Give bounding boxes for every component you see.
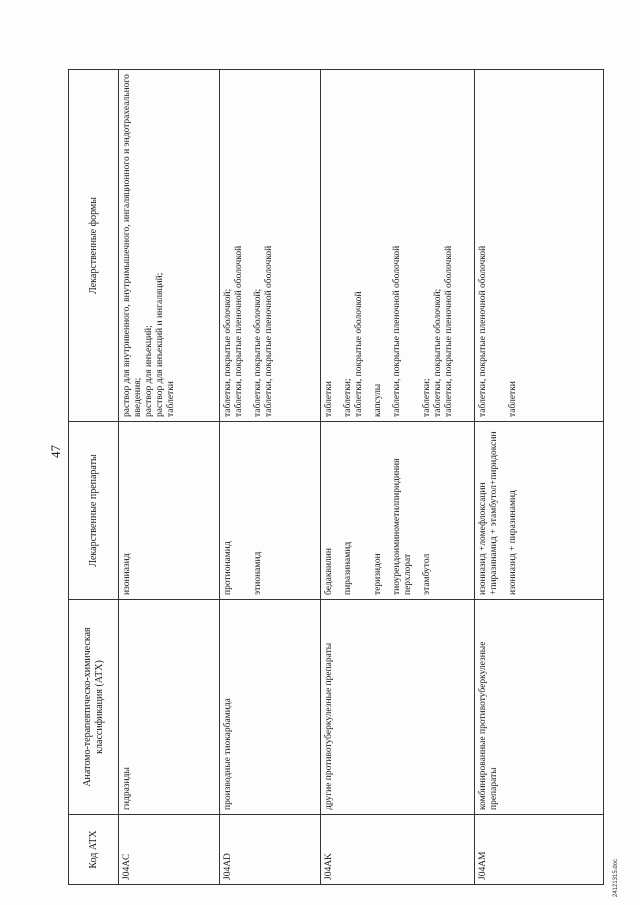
drug-forms — [478, 74, 500, 417]
atc-table — [68, 69, 604, 885]
header-drugs: Лекарственные препараты — [69, 422, 119, 600]
drug-name: изониазид +ломефлоксацин +пиразинамид + этамбутол+пиридоксин — [478, 431, 500, 595]
dosage-form: таблетки, покрытые оболочкой — [353, 291, 364, 417]
dosage-form: таблетки — [166, 381, 176, 417]
dosage-form: таблетки, покрытые оболочкой; — [252, 288, 263, 417]
drug-name: бедаквилин — [323, 548, 334, 595]
dosage-form: таблетки; — [421, 378, 432, 417]
table-body — [119, 70, 604, 885]
dosage-form: таблетки, покрытые оболочкой; — [432, 288, 443, 417]
table-row — [320, 70, 475, 885]
drug-cell — [320, 422, 475, 600]
drug-name: изониазид — [122, 553, 132, 595]
atc-code-cell: J04AC — [119, 815, 220, 885]
table-header-row — [69, 70, 119, 885]
drug-name: этамбутол — [421, 553, 432, 595]
drug-name: изониазид + пиразинамид — [508, 490, 519, 595]
header-code: Код АТХ — [69, 815, 119, 885]
drug-forms — [373, 74, 384, 417]
atc-code-cell: J04AK — [320, 815, 475, 885]
drug-name: протионамид — [222, 541, 233, 595]
dosage-form: таблетки, покрытые пленочной оболочкой — [233, 245, 244, 417]
dosage-form: таблетки, покрытые пленочной оболочкой — [391, 245, 402, 417]
forms-cell — [119, 70, 220, 422]
drug-forms — [223, 74, 245, 417]
drug-name: пиразинамид — [342, 541, 353, 595]
forms-cell — [219, 70, 320, 422]
dosage-form: таблетки, покрытые пленочной оболочкой — [263, 245, 274, 417]
header-class: Анатомо-терапевтическо-химическая классификация (АТХ) — [69, 600, 119, 815]
footer-filename: 24121315.doc — [613, 858, 619, 897]
drug-cell — [119, 422, 220, 600]
dosage-form: раствор для инъекций; — [144, 325, 154, 417]
atc-code-cell: J04AM — [475, 815, 604, 885]
table-row — [219, 70, 320, 885]
dosage-form: таблетки, покрытые пленочной оболочкой — [443, 245, 454, 417]
atc-class-cell: комбинированные противотуберкулезные препараты — [475, 600, 604, 815]
atc-class-cell: производные тиокарбамида — [219, 600, 320, 815]
table-row — [119, 70, 220, 885]
drug-forms — [422, 74, 455, 417]
dosage-form: раствор для инъекций и ингаляций; — [155, 272, 165, 417]
page-number: 47 — [48, 445, 63, 458]
header-forms: Лекарственные формы — [69, 70, 119, 422]
drug-forms — [253, 74, 275, 417]
drug-cell — [475, 422, 604, 600]
drug-name: тиоуреидоиминометилпиридиния перхлорат — [391, 458, 413, 595]
drug-forms — [392, 74, 414, 417]
dosage-form: таблетки — [508, 381, 519, 417]
forms-cell — [475, 70, 604, 422]
drug-forms — [508, 74, 519, 417]
table-row — [475, 70, 604, 885]
atc-class-cell: другие противотуберкулезные препараты — [320, 600, 475, 815]
dosage-form: капсулы — [372, 383, 383, 417]
dosage-form: раствор для внутривенного, внутримышечного, ингаляционного и эндотрахеального введения; — [122, 74, 143, 417]
drug-name: этионамид — [252, 551, 263, 595]
forms-cell — [320, 70, 475, 422]
drug-cell — [219, 422, 320, 600]
dosage-form: таблетки, покрытые оболочкой; — [222, 288, 233, 417]
atc-code-cell: J04AD — [219, 815, 320, 885]
drug-forms — [122, 74, 177, 417]
dosage-form: таблетки, покрытые пленочной оболочкой — [478, 245, 489, 417]
dosage-form: таблетки — [323, 381, 334, 417]
dosage-form: таблетки; — [342, 378, 353, 417]
drug-forms — [324, 74, 335, 417]
drug-forms — [343, 74, 365, 417]
atc-class-cell: гидразиды — [119, 600, 220, 815]
drug-name: теризидон — [372, 553, 383, 595]
